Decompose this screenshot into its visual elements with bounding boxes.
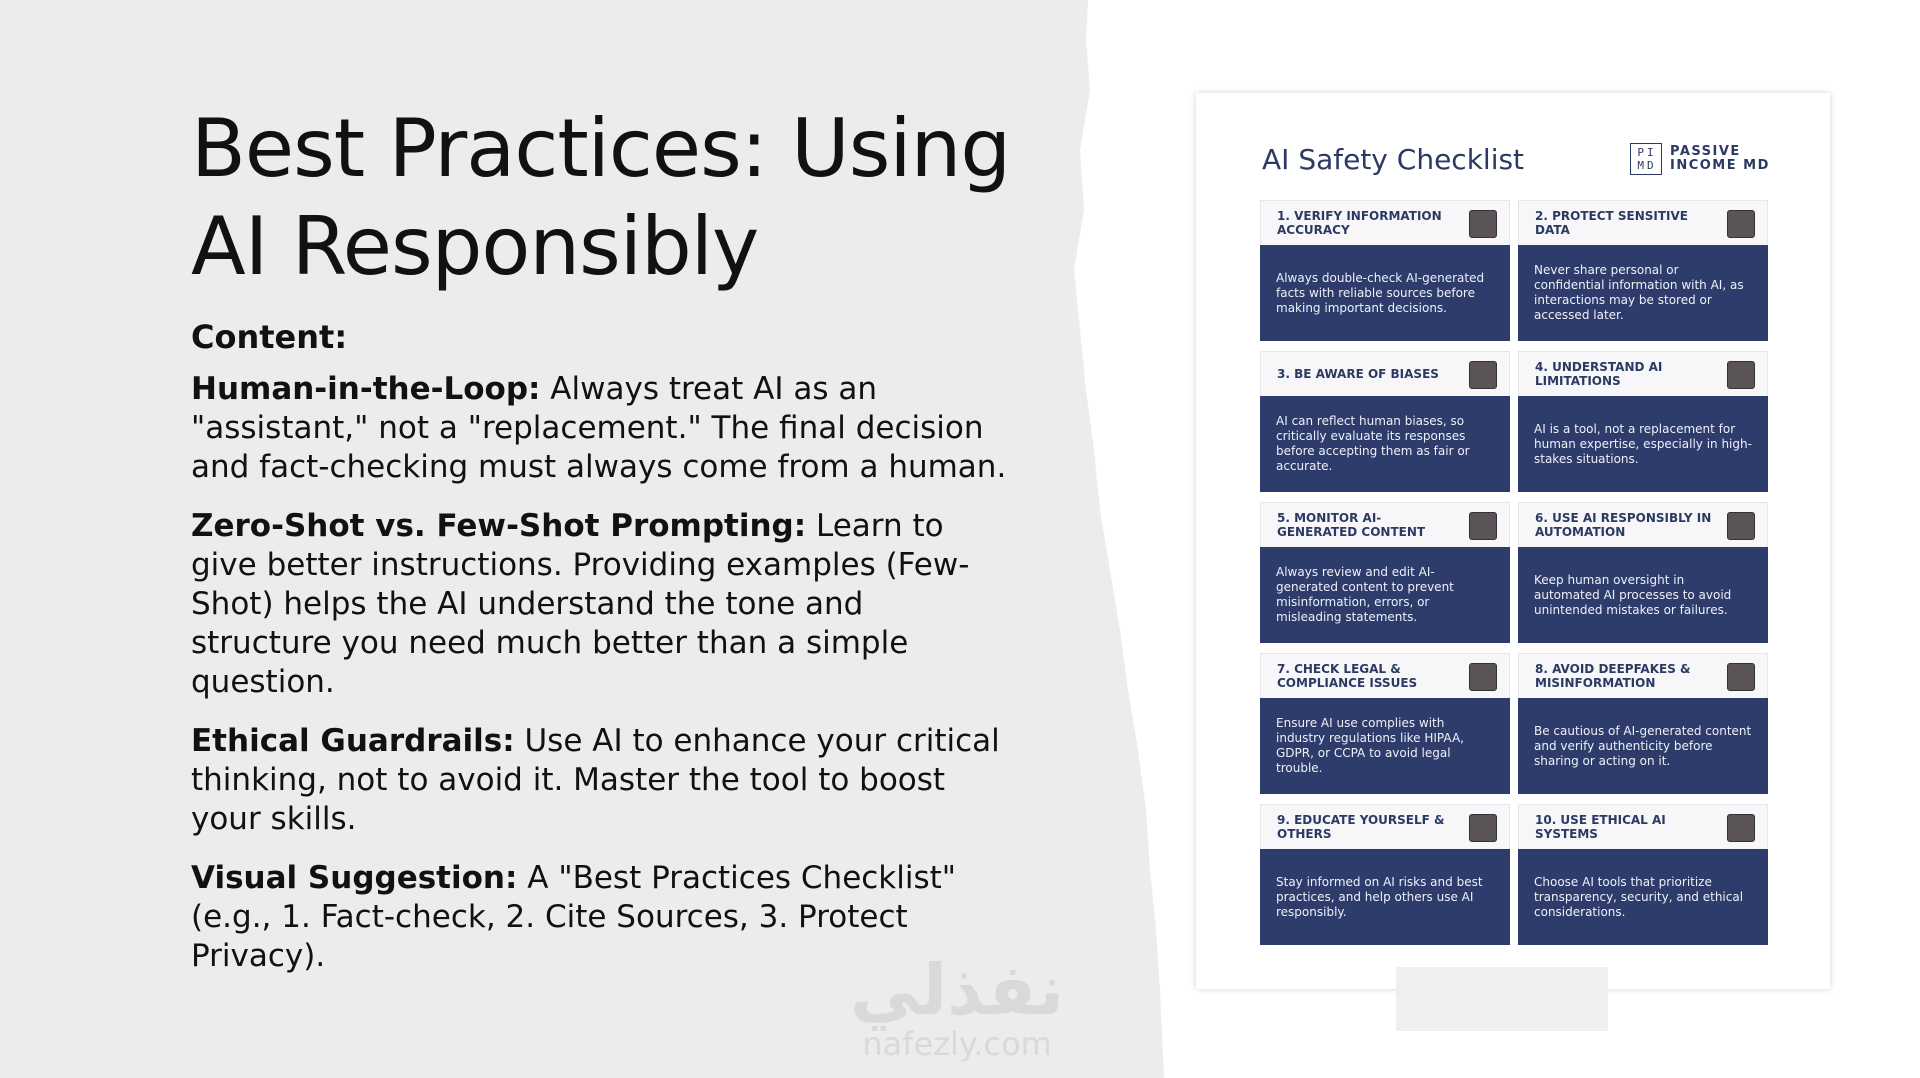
- checkbox[interactable]: [1727, 361, 1755, 389]
- checklist-item-body: Stay informed on AI risks and best practices, and help others use AI responsibly.: [1260, 849, 1510, 945]
- watermark-arabic: نفذلي: [850, 949, 1065, 1031]
- checklist-item-title: 5. MONITOR AI-GENERATED CONTENT: [1277, 511, 1426, 539]
- checklist-item: [1260, 804, 1510, 945]
- checklist-item-body: Be cautious of AI-generated content and verify authenticity before sharing or acting on it.: [1518, 698, 1768, 794]
- checklist-item-title: 10. USE ETHICAL AI SYSTEMS: [1535, 813, 1666, 841]
- checklist-item-header: [1260, 351, 1510, 396]
- brand-name-line-1: PASSIVE: [1670, 144, 1741, 159]
- checklist-item-body: Keep human oversight in automated AI processes to avoid unintended mistakes or failures.: [1518, 547, 1768, 643]
- paragraph-text: A "Best Practices Checklist" (e.g., 1. Fact-check, 2. Cite Sources, 3. Protect Privacy).: [191, 860, 957, 974]
- checklist-item-title: 2. PROTECT SENSITIVE DATA: [1535, 209, 1688, 237]
- checkbox[interactable]: [1727, 814, 1755, 842]
- paragraph-heading: Ethical Guardrails:: [191, 723, 515, 759]
- checklist-grid: [1260, 200, 1768, 945]
- checklist-item-title: 4. UNDERSTAND AI LIMITATIONS: [1535, 360, 1663, 388]
- checklist-item-title: 9. EDUCATE YOURSELF & OTHERS: [1277, 813, 1445, 841]
- content-label: Content:: [191, 318, 348, 356]
- checklist-item-header: [1260, 502, 1510, 547]
- checklist-item-header: [1518, 351, 1768, 396]
- checklist-item: [1518, 653, 1768, 794]
- checklist-item-body: AI is a tool, not a replacement for human expertise, especially in high-stakes situations.: [1518, 396, 1768, 492]
- checklist-item-body: Always double-check AI-generated facts with reliable sources before making important decisions.: [1260, 245, 1510, 341]
- slide-text-column: [191, 100, 1011, 996]
- checklist-item: [1518, 804, 1768, 945]
- checklist-item-header: [1260, 804, 1510, 849]
- slide-title: [191, 100, 1011, 296]
- checklist-item-header: [1518, 804, 1768, 849]
- paragraph-text: Learn to give better instructions. Providing examples (Few-Shot) helps the AI understand the tone and structure you need much better than a simple question.: [191, 508, 970, 700]
- paragraph-heading: Visual Suggestion:: [191, 860, 518, 896]
- checklist-document: [1196, 93, 1830, 989]
- brand-mark-bottom: MD: [1637, 159, 1657, 172]
- footer-strip: [1396, 967, 1608, 1031]
- title-line-1: Best Practices: Using: [191, 102, 1011, 195]
- brand-mark-top: PI: [1637, 146, 1657, 159]
- checkbox[interactable]: [1469, 210, 1497, 238]
- paragraph-prompting: [191, 507, 1011, 702]
- checkbox[interactable]: [1727, 210, 1755, 238]
- paragraph-heading: Zero-Shot vs. Few-Shot Prompting:: [191, 508, 807, 544]
- checklist-item-body: Never share personal or confidential information with AI, as interactions may be stored or accessed later.: [1518, 245, 1768, 341]
- checkbox[interactable]: [1469, 361, 1497, 389]
- checkbox[interactable]: [1469, 512, 1497, 540]
- title-line-2: AI Responsibly: [191, 200, 759, 293]
- checkbox[interactable]: [1727, 512, 1755, 540]
- watermark-latin: nafezly.com: [862, 1025, 1052, 1063]
- checklist-item: [1518, 502, 1768, 643]
- checklist-item-body: AI can reflect human biases, so critically evaluate its responses before accepting them as fair or accurate.: [1260, 396, 1510, 492]
- checklist-title: AI Safety Checklist: [1262, 143, 1525, 176]
- checklist-item: [1260, 653, 1510, 794]
- checkbox[interactable]: [1727, 663, 1755, 691]
- paragraph-text: Use AI to enhance your critical thinking, not to avoid it. Master the tool to boost your skills.: [191, 723, 1000, 837]
- checklist-item: [1260, 200, 1510, 341]
- paragraph-human-in-the-loop: [191, 370, 1011, 487]
- checklist-item-header: [1518, 653, 1768, 698]
- checklist-item-title: 8. AVOID DEEPFAKES & MISINFORMATION: [1535, 662, 1691, 690]
- brand-name-line-2: INCOME MD: [1670, 158, 1770, 173]
- checklist-item: [1518, 200, 1768, 341]
- checklist-item-title: 3. BE AWARE OF BIASES: [1277, 367, 1439, 381]
- checklist-item: [1518, 351, 1768, 492]
- checklist-item-title: 1. VERIFY INFORMATION ACCURACY: [1277, 209, 1442, 237]
- brand-logo: [1630, 143, 1770, 175]
- watermark: [850, 949, 1065, 1063]
- checklist-item: [1260, 351, 1510, 492]
- checklist-item-title: 6. USE AI RESPONSIBLY IN AUTOMATION: [1535, 511, 1712, 539]
- checklist-item-body: Always review and edit AI-generated content to prevent misinformation, errors, or misleading statements.: [1260, 547, 1510, 643]
- checklist-item-header: [1260, 653, 1510, 698]
- checkbox[interactable]: [1469, 814, 1497, 842]
- paragraph-text: Always treat AI as an "assistant," not a "replacement." The final decision and fact-checking must always come from a human.: [191, 371, 1007, 485]
- checklist-item-header: [1518, 502, 1768, 547]
- checklist-item-title: 7. CHECK LEGAL & COMPLIANCE ISSUES: [1277, 662, 1418, 690]
- checklist-item-header: [1260, 200, 1510, 245]
- brand-name: [1670, 145, 1770, 173]
- brand-mark-icon: [1630, 143, 1662, 175]
- paragraph-heading: Human-in-the-Loop:: [191, 371, 541, 407]
- checklist-item-body: Choose AI tools that prioritize transparency, security, and ethical considerations.: [1518, 849, 1768, 945]
- checkbox[interactable]: [1469, 663, 1497, 691]
- paragraph-ethical-guardrails: [191, 722, 1011, 839]
- checklist-item-header: [1518, 200, 1768, 245]
- checklist-item: [1260, 502, 1510, 643]
- checklist-item-body: Ensure AI use complies with industry regulations like HIPAA, GDPR, or CCPA to avoid legal trouble.: [1260, 698, 1510, 794]
